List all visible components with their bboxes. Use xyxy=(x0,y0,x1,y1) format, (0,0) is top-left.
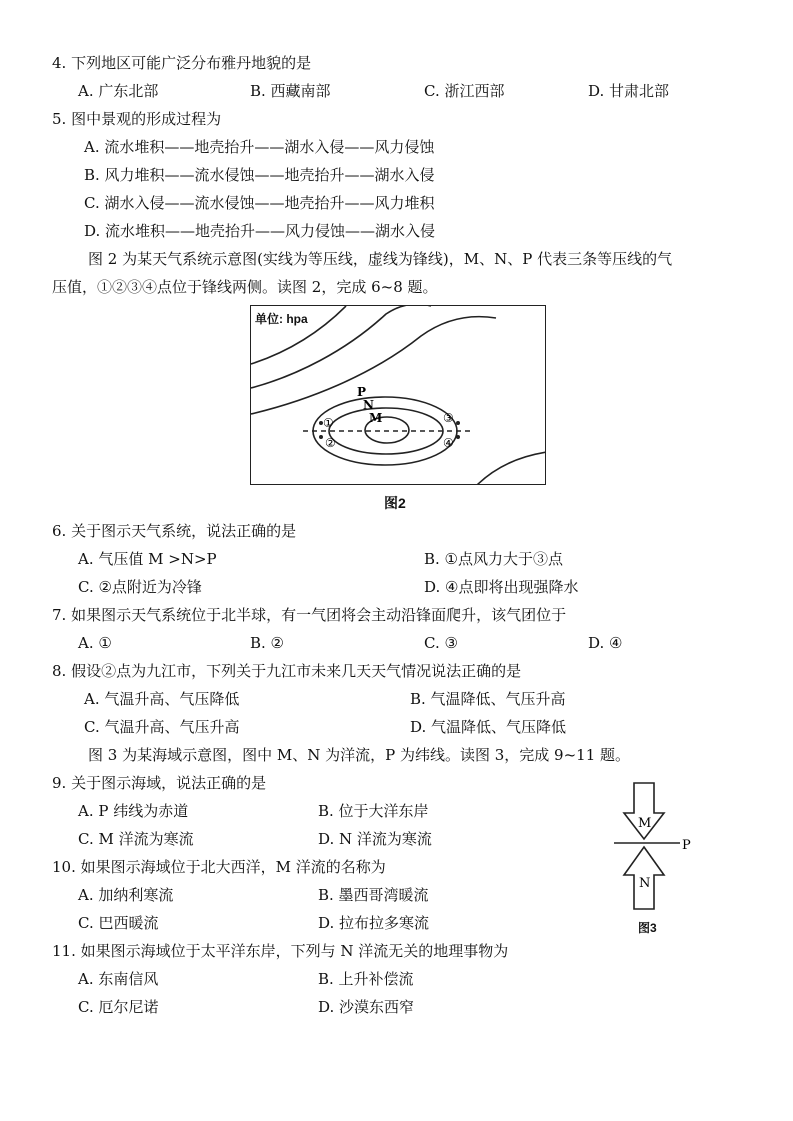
latitude-p-label: P xyxy=(682,838,691,853)
point-1-label: ① xyxy=(323,416,334,430)
q8-stem: 8. 假设②点为九江市，下列关于九江市未来几天天气情况说法正确的是 xyxy=(52,662,522,680)
q6-option-d: D. ④点即将出现强降水 xyxy=(424,578,579,596)
q9-option-c: C. M 洋流为寒流 xyxy=(78,830,194,848)
q5-option-b: B. 风力堆积——流水侵蚀——地壳抬升——湖水入侵 xyxy=(84,166,435,184)
q4-option-c: C. 浙江西部 xyxy=(424,82,505,100)
q4-option-a: A. 广东北部 xyxy=(78,82,159,100)
figure3-caption: 图3 xyxy=(638,921,657,935)
figure2-intro-line2: 压值，①②③④点位于锋线两侧。读图 2，完成 6~8 题。 xyxy=(52,278,438,296)
q7-option-c: C. ③ xyxy=(424,634,458,652)
q7-option-b: B. ② xyxy=(250,634,285,652)
q11-option-c: C. 厄尔尼诺 xyxy=(78,998,159,1016)
current-m-label: M xyxy=(638,816,652,831)
q10-option-c: C. 巴西暖流 xyxy=(78,914,159,932)
q4-option-d: D. 甘肃北部 xyxy=(588,82,670,100)
isobar-label-n: N xyxy=(363,398,374,412)
q11-option-d: D. 沙漠东西窄 xyxy=(318,998,415,1016)
isobar-label-p: P xyxy=(357,385,367,399)
q5-stem: 5. 图中景观的形成过程为 xyxy=(52,110,222,128)
q7-option-a: A. ① xyxy=(78,634,112,652)
q8-option-a: A. 气温升高、气压降低 xyxy=(84,690,240,708)
point-4-label: ④ xyxy=(443,436,454,450)
figure2-caption: 图2 xyxy=(384,495,406,511)
q7-option-d: D. ④ xyxy=(588,634,623,652)
q4-option-b: B. 西藏南部 xyxy=(250,82,331,100)
point-3-label: ③ xyxy=(443,411,454,425)
q8-option-d: D. 气温降低、气压降低 xyxy=(410,718,567,736)
figure2-weather-map xyxy=(250,305,546,485)
q11-option-b: B. 上升补偿流 xyxy=(318,970,414,988)
q5-option-a: A. 流水堆积——地壳抬升——湖水入侵——风力侵蚀 xyxy=(84,138,435,156)
figure3-ocean-currents xyxy=(612,775,702,935)
q10-option-b: B. 墨西哥湾暖流 xyxy=(318,886,429,904)
isobar-label-m: M xyxy=(369,411,383,425)
q10-option-a: A. 加纳利寒流 xyxy=(78,886,174,904)
q10-stem: 10. 如果图示海域位于北大西洋，M 洋流的名称为 xyxy=(52,858,386,876)
q11-option-a: A. 东南信风 xyxy=(78,970,159,988)
current-n-label: N xyxy=(639,876,651,891)
q11-stem: 11. 如果图示海域位于太平洋东岸，下列与 N 洋流无关的地理事物为 xyxy=(52,942,509,960)
figure2-unit-label: 单位: hpa xyxy=(255,312,308,326)
q6-option-b: B. ①点风力大于③点 xyxy=(424,550,564,568)
q9-option-d: D. N 洋流为寒流 xyxy=(318,830,432,848)
q7-stem: 7. 如果图示天气系统位于北半球，有一气团将会主动沿锋面爬升，该气团位于 xyxy=(52,606,567,624)
q9-option-b: B. 位于大洋东岸 xyxy=(318,802,429,820)
q9-option-a: A. P 纬线为赤道 xyxy=(78,802,189,820)
point-2-label: ② xyxy=(325,436,336,450)
q6-option-c: C. ②点附近为冷锋 xyxy=(78,578,202,596)
q5-option-c: C. 湖水入侵——流水侵蚀——地壳抬升——风力堆积 xyxy=(84,194,435,212)
figure2-intro-line1: 图 2 为某天气系统示意图(实线为等压线，虚线为锋线)，M、N、P 代表三条等压线的气 xyxy=(88,250,673,268)
q6-stem: 6. 关于图示天气系统，说法正确的是 xyxy=(52,522,297,540)
q10-option-d: D. 拉布拉多寒流 xyxy=(318,914,430,932)
q4-stem: 4. 下列地区可能广泛分布雅丹地貌的是 xyxy=(52,54,312,72)
q8-option-b: B. 气温降低、气压升高 xyxy=(410,690,566,708)
q9-stem: 9. 关于图示海域，说法正确的是 xyxy=(52,774,267,792)
figure3-intro: 图 3 为某海域示意图，图中 M、N 为洋流，P 为纬线。读图 3，完成 9~11 题。 xyxy=(88,746,631,764)
q6-option-a: A. 气压值 M >N>P xyxy=(78,550,217,568)
q8-option-c: C. 气温升高、气压升高 xyxy=(84,718,240,736)
q5-option-d: D. 流水堆积——地壳抬升——风力侵蚀——湖水入侵 xyxy=(84,222,436,240)
